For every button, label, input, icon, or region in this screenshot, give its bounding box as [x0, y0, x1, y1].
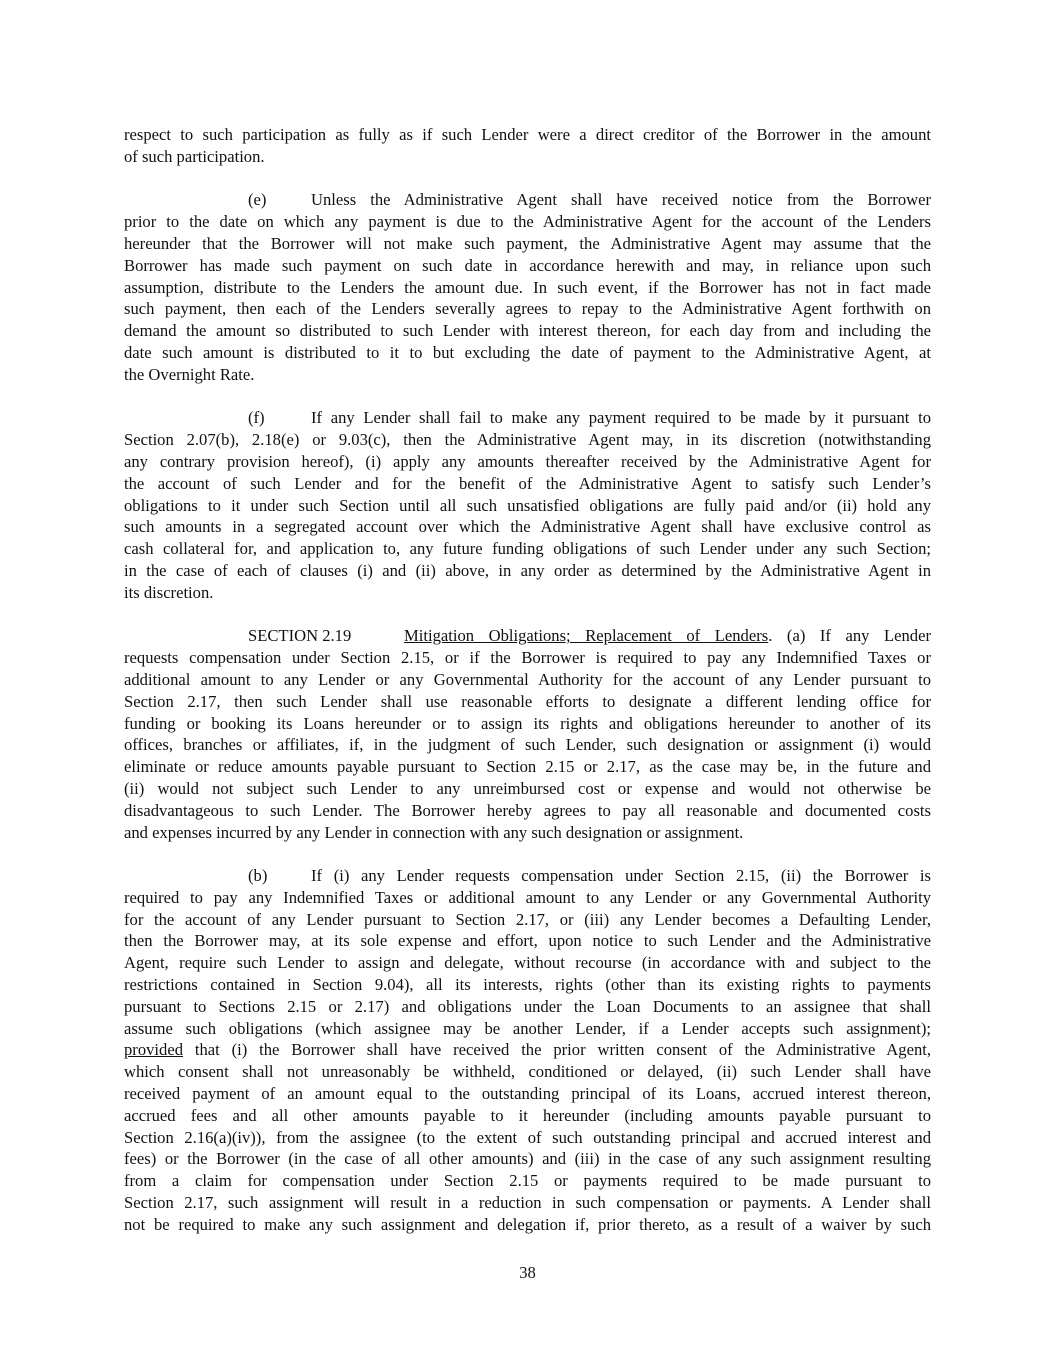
- text-line: [124, 211, 931, 233]
- line-text: received payment of an amount equal to the outstanding principal of its Loans, accrued interest thereon,: [124, 1084, 931, 1104]
- text-line: [124, 146, 931, 168]
- text-line: [124, 756, 931, 778]
- text-line: [124, 1018, 931, 1040]
- line-text: which consent shall not unreasonably be withheld, conditioned or delayed, (ii) such Lender shall have: [124, 1062, 931, 1082]
- line-text: hereunder that the Borrower will not make such payment, the Administrative Agent may assume that the: [124, 233, 931, 253]
- text-line: [124, 778, 931, 800]
- line-text: required to pay any Indemnified Taxes or additional amount to any Lender or any Governmental Authority: [124, 887, 931, 907]
- line-text: Section 2.07(b), 2.18(e) or 9.03(c), then the Administrative Agent may, in its discretion (notwithstanding: [124, 430, 931, 450]
- text-line: [124, 364, 931, 386]
- text-line: [124, 1083, 931, 1105]
- line-text: accrued fees and all other amounts payable to it hereunder (including amounts payable pursuant to: [124, 1105, 931, 1125]
- text-line: [124, 582, 931, 604]
- paragraph: [124, 625, 931, 843]
- line-text: requests compensation under Section 2.15, or if the Borrower is required to pay any Indemnified Taxes or: [124, 648, 931, 668]
- text-line: [124, 800, 931, 822]
- text-line: [124, 669, 931, 691]
- text-line: [124, 1127, 931, 1149]
- paragraph: [124, 189, 931, 385]
- text-line: [124, 1148, 931, 1170]
- text-line: [124, 407, 931, 429]
- text-line: [124, 516, 931, 538]
- line-text: its discretion.: [124, 582, 214, 602]
- line-text: for the account of any Lender pursuant to Section 2.17, or (iii) any Lender becomes a Defaulting Lender,: [124, 909, 931, 929]
- text-line: [124, 1192, 931, 1214]
- text-line: [124, 495, 931, 517]
- line-text: prior to the date on which any payment is due to the Administrative Agent for the account of the Lenders: [124, 212, 931, 232]
- clause-label: (e): [248, 190, 267, 210]
- line-text: any contrary provision hereof), (i) apply any amounts thereafter received by the Administrative Agent for: [124, 451, 931, 471]
- text-line: [124, 255, 931, 277]
- line-text: disadvantageous to such Lender. The Borrower hereby agrees to pay all reasonable and documented costs: [124, 800, 931, 820]
- line-text: additional amount to any Lender or any Governmental Authority for the account of any Lender pursuant to: [124, 669, 931, 689]
- text-line: [124, 451, 931, 473]
- line-text: Borrower has made such payment on such date in accordance herewith and may, in reliance upon such: [124, 255, 931, 275]
- line-text: funding or booking its Loans hereunder or to assign its rights and obligations hereunder to another of its: [124, 713, 931, 733]
- underlined-heading: Mitigation Obligations; Replacement of Lenders: [404, 626, 769, 646]
- text-line: [124, 996, 931, 1018]
- text-line: [124, 887, 931, 909]
- line-text: the account of such Lender and for the benefit of the Administrative Agent to satisfy such Lender’s: [124, 473, 931, 493]
- line-text: (ii) would not subject such Lender to any unreimbursed cost or expense and would not otherwise be: [124, 778, 931, 798]
- document-body: [124, 124, 931, 1257]
- line-text: then the Borrower may, at its sole expense and effort, upon notice to such Lender and the Administrative: [124, 931, 931, 951]
- line-text: in the case of each of clauses (i) and (ii) above, in any order as determined by the Administrative Agent in: [124, 560, 931, 580]
- line-text: that (i) the Borrower shall have received the prior written consent of the Administrative Agent,: [183, 1040, 931, 1060]
- text-line: [124, 865, 931, 887]
- text-line: [124, 1061, 931, 1083]
- text-line: [124, 930, 931, 952]
- line-text: from a claim for compensation under Section 2.15 or payments required to be made pursuant to: [124, 1171, 931, 1191]
- text-line: [124, 298, 931, 320]
- text-line: [124, 734, 931, 756]
- line-text: of such participation.: [124, 146, 265, 166]
- line-text: If (i) any Lender requests compensation under Section 2.15, (ii) the Borrower is: [311, 866, 931, 886]
- text-line: [124, 1039, 931, 1061]
- text-line: [124, 538, 931, 560]
- line-text: offices, branches or affiliates, if, in the judgment of such Lender, such designation or assignment (i) would: [124, 735, 931, 755]
- text-line: [124, 625, 931, 647]
- line-text: date such amount is distributed to it to but excluding the date of payment to the Administrative Agent, at: [124, 342, 931, 362]
- line-text: such amounts in a segregated account over which the Administrative Agent shall have exclusive control as: [124, 517, 931, 537]
- paragraph: [124, 865, 931, 1236]
- paragraph: [124, 124, 931, 168]
- text-line: [124, 1170, 931, 1192]
- text-line: [124, 822, 931, 844]
- line-text: fees) or the Borrower (in the case of all other amounts) and (iii) in the case of any such assignment resulting: [124, 1149, 931, 1169]
- text-line: [124, 560, 931, 582]
- clause-label: (b): [248, 866, 268, 886]
- text-line: [124, 1214, 931, 1236]
- text-line: [124, 647, 931, 669]
- line-text: and expenses incurred by any Lender in connection with any such designation or assignment.: [124, 822, 744, 842]
- text-line: [124, 233, 931, 255]
- line-text: . (a) If any Lender: [768, 626, 931, 646]
- line-text: Section 2.17, then such Lender shall use reasonable efforts to designate a different lending office for: [124, 691, 931, 711]
- paragraph: [124, 407, 931, 603]
- text-line: [124, 713, 931, 735]
- line-text: respect to such participation as fully as if such Lender were a direct creditor of the Borrower in the amount: [124, 125, 931, 144]
- text-line: [124, 320, 931, 342]
- line-text: obligations to it under such Section until all such unsatisfied obligations are fully paid and/or (ii) hold any: [124, 495, 931, 515]
- text-line: [124, 1105, 931, 1127]
- clause-label: (f): [248, 408, 265, 428]
- text-line: [124, 342, 931, 364]
- underlined-heading: provided: [124, 1040, 183, 1060]
- line-text: restrictions contained in Section 9.04), all its interests, rights (other than its existing rights to payments: [124, 975, 931, 995]
- line-text: Agent, require such Lender to assign and delegate, without recourse (in accordance with and subject to the: [124, 953, 931, 973]
- line-text: Section 2.17, such assignment will result in a reduction in such compensation or payments. A Lender shall: [124, 1193, 931, 1213]
- line-text: assume such obligations (which assignee may be another Lender, if a Lender accepts such assignment);: [124, 1018, 931, 1038]
- line-text: such payment, then each of the Lenders severally agrees to repay to the Administrative Agent forthwith on: [124, 299, 931, 319]
- text-line: [124, 429, 931, 451]
- line-text: the Overnight Rate.: [124, 364, 255, 384]
- line-text: demand the amount so distributed to such Lender with interest thereon, for each day from and including the: [124, 321, 931, 341]
- line-text: not be required to make any such assignment and delegation if, prior thereto, as a result of a waiver by such: [124, 1214, 931, 1234]
- text-line: [124, 189, 931, 211]
- text-line: [124, 909, 931, 931]
- line-text: Unless the Administrative Agent shall have received notice from the Borrower: [311, 190, 931, 210]
- line-text: eliminate or reduce amounts payable pursuant to Section 2.15 or 2.17, as the case may be, in the future and: [124, 757, 931, 777]
- text-line: [124, 124, 931, 146]
- line-text: Section 2.16(a)(iv)), from the assignee (to the extent of such outstanding principal and accrued interest and: [124, 1127, 931, 1147]
- text-line: [124, 277, 931, 299]
- line-text: assumption, distribute to the Lenders the amount due. In such event, if the Borrower has not in fact made: [124, 277, 931, 297]
- page-number: 38: [519, 1263, 536, 1282]
- line-text: cash collateral for, and application to, any future funding obligations of such Lender under any such Section;: [124, 539, 931, 559]
- text-line: [124, 691, 931, 713]
- section-number: SECTION 2.19: [248, 626, 352, 646]
- text-line: [124, 974, 931, 996]
- line-text: If any Lender shall fail to make any payment required to be made by it pursuant to: [311, 408, 931, 428]
- text-line: [124, 473, 931, 495]
- line-text: pursuant to Sections 2.15 or 2.17) and obligations under the Loan Documents to an assignee that shall: [124, 996, 931, 1016]
- text-line: [124, 952, 931, 974]
